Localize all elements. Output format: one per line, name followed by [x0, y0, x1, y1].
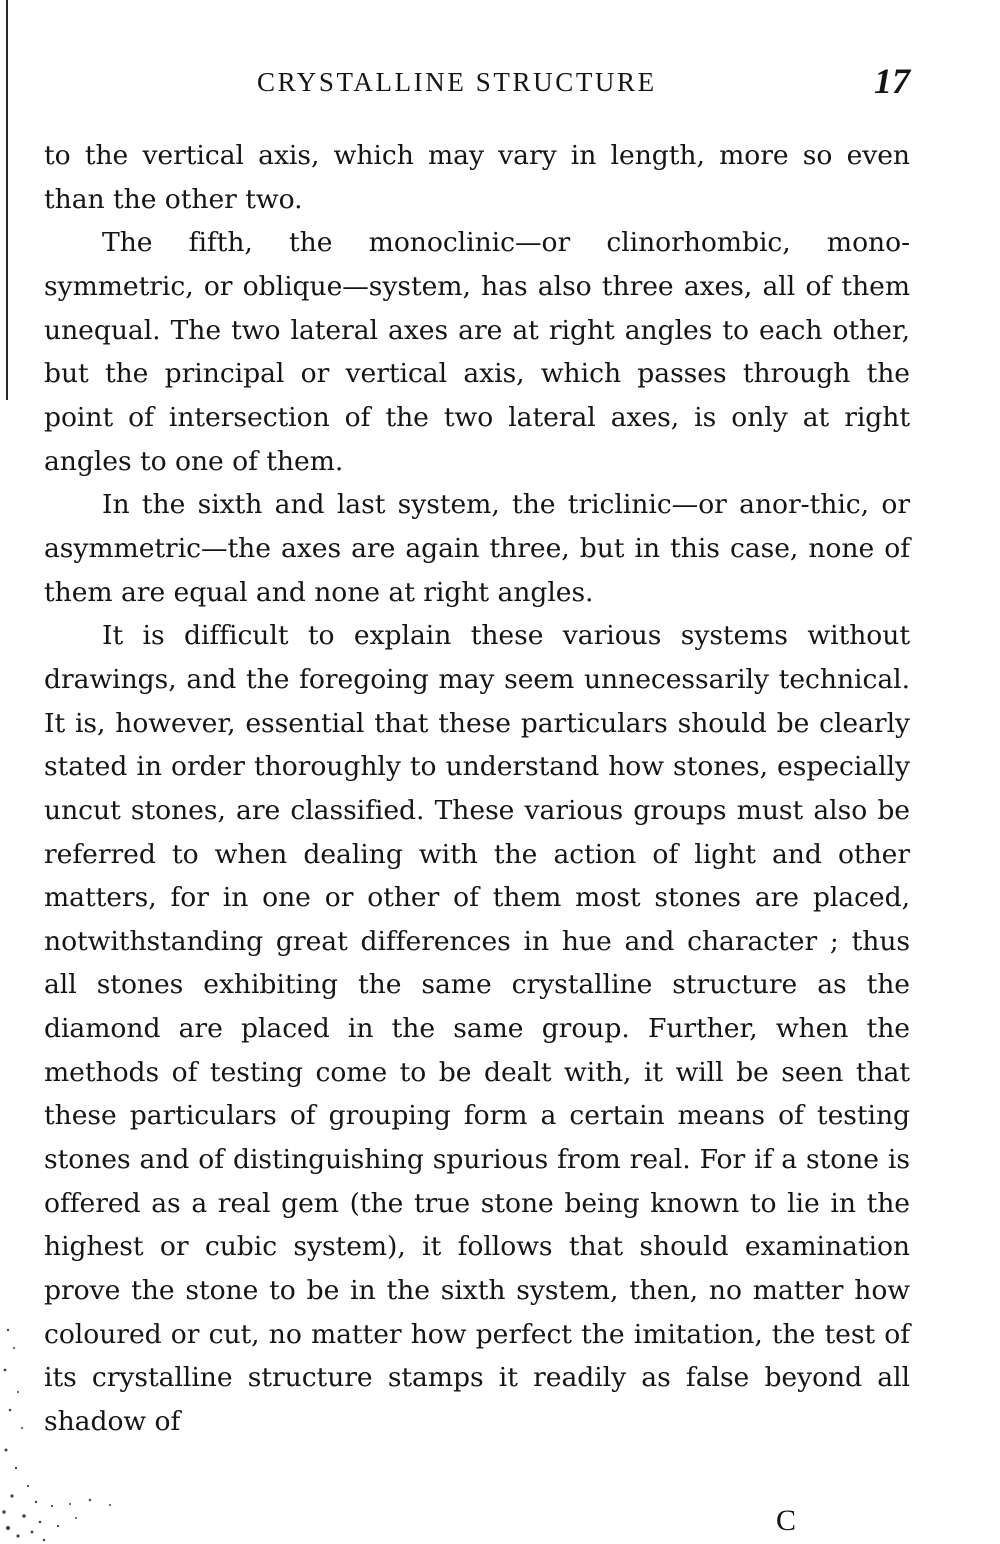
running-head: CRYSTALLINE STRUCTURE [257, 67, 657, 97]
paragraph: to the vertical axis, which may vary in length, more so even than the other two. [44, 140, 910, 215]
body-text [44, 134, 910, 1444]
paragraph: The fifth, the monoclinic—or clinorhombic, mono-symmetric, or oblique—system, has also three axes, all of them unequal. The two lateral axes are at right angles to each other, but the principal or vertical axis, which passes through the point of intersection of the two lateral axes, is only at right angles to one of them. [44, 227, 910, 477]
signature-mark: C [776, 1504, 797, 1537]
page-header [44, 62, 910, 102]
paragraph: It is difficult to explain these various systems without drawings, and the foregoing may seem unnecessarily technical. It is, however, essential that these particulars should be clearly stated in order thoroughly to understand how stones, especially uncut stones, are classified. These various groups must also be referred to when dealing with the action of light and other matters, for in one or other of them most stones are placed, notwithstanding great differences in hue and character ; thus all stones exhibiting the same crystalline structure as the diamond are placed in the same group. Further, when the methods of testing come to be dealt with, it will be seen that these particulars of grouping form a certain means of testing stones and of distinguishing spurious from real. For if a stone is offered as a real gem (the true stone being known to lie in the highest or cubic system), it follows that should examination prove the stone to be in the sixth system, then, no matter how coloured or cut, no matter how perfect the imitation, the test of its crystalline structure stamps it readily as false beyond all shadow of [44, 620, 910, 1438]
paragraph: In the sixth and last system, the triclinic—or anor-thic, or asymmetric—the axes are again three, but in this case, none of them are equal and none at right angles. [44, 489, 910, 608]
page-edge-rule [6, 0, 8, 400]
page-number: 17 [874, 61, 910, 101]
scan-speckle [0, 1300, 170, 1544]
